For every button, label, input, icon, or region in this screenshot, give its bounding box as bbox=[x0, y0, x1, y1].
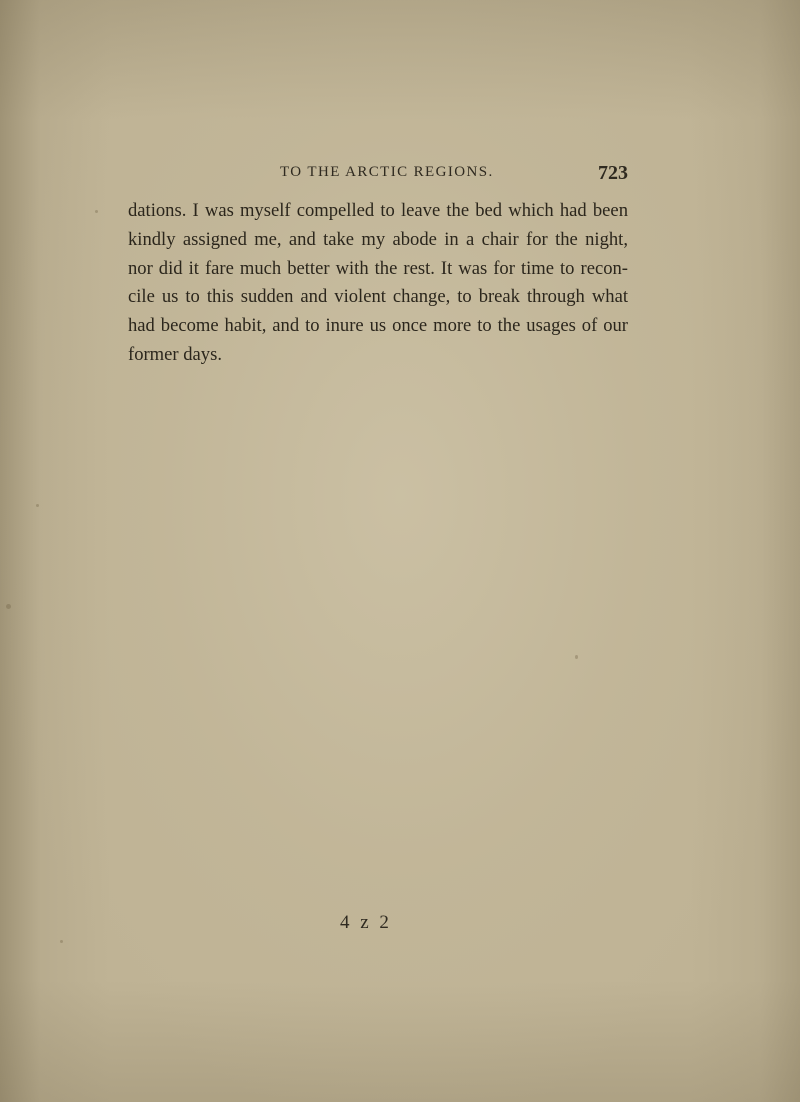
paper-spot bbox=[95, 210, 98, 213]
signature-mark: 4 z 2 bbox=[340, 912, 392, 933]
text-line: had become habit, and to inure us once more to the usages of our bbox=[128, 315, 628, 337]
paper-spot bbox=[60, 940, 63, 943]
text-line: cile us to this sudden and violent change, to break through what bbox=[128, 286, 628, 308]
text-line: dations. I was myself compelled to leave the bed which had been bbox=[128, 200, 628, 221]
text-line: kindly assigned me, and take my abode in a chair for the night, bbox=[128, 228, 628, 250]
paper-spot bbox=[575, 655, 578, 659]
body-paragraph bbox=[128, 197, 628, 370]
running-title: TO THE ARCTIC REGIONS. bbox=[280, 164, 494, 180]
paper-spot bbox=[36, 504, 39, 507]
text-line: nor did it fare much better with the rest. It was for time to recon- bbox=[128, 257, 628, 279]
paper-spot bbox=[6, 604, 11, 609]
text-line-last: former days. bbox=[128, 343, 222, 365]
running-head bbox=[128, 162, 628, 186]
page-number: 723 bbox=[598, 162, 628, 184]
